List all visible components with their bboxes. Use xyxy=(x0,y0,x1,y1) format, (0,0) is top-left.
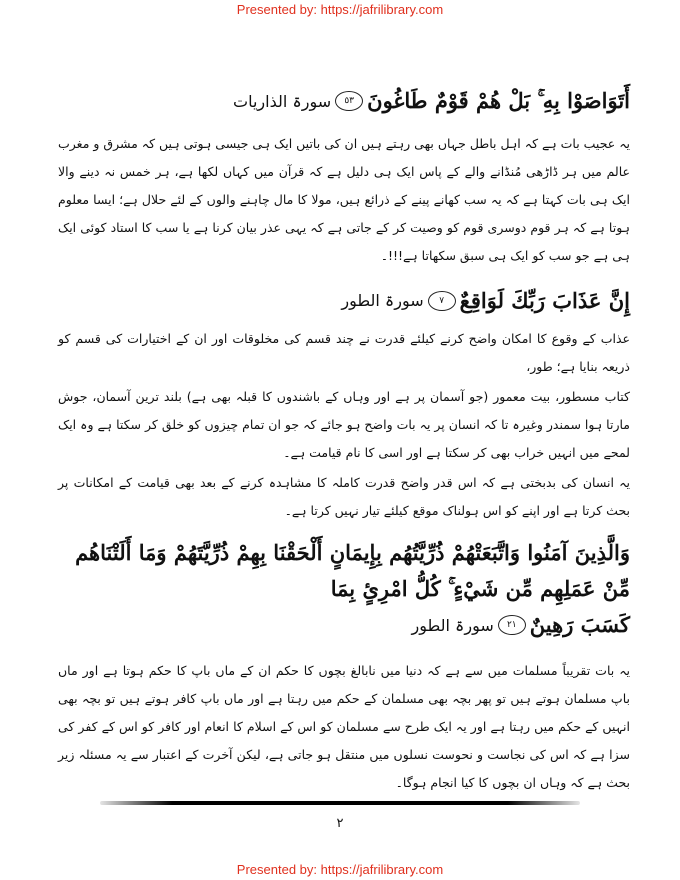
paragraph-5: یہ بات تقریباً مسلمات میں سے ہے کہ دنیا میں نابالغ بچوں کا حکم ان کے ماں باپ کا حکم ہوتا ہے اور ماں باپ مسلمان ہوتے ہیں تو پھر بچہ بھی مسلمان کے حکم میں رہتا ہے اور ماں باپ کافر ہوتے ہیں تو بچہ بھی انہیں کے حکم میں رہتا ہے اور یہ ایک طرح سے مسلمان کو اس کے اسلام کا انعام اور کافر کو اس کے کفر کی سزا ہے کہ اس کی نجاست و نحوست نسلوں میں منتقل ہو جاتی ہے، لیکن آخرت کے اعتبار سے یہ مسئلہ زیر بحث ہے کہ وہاں ان بچوں کا کیا انجام ہوگا۔ xyxy=(58,663,630,790)
paragraph-4: یہ انسان کی بدبختی ہے کہ اس قدر واضح قدرت کاملہ کا مشاہدہ کرنے کے بعد بھی قیامت کے امکانات پر بحث کرتا ہے اور اپنے کو اس ہولناک موقع کیلئے تیار نہیں کرتا ہے۔ xyxy=(58,475,630,518)
verse-arabic: إِنَّ عَذَابَ رَبِّكَ لَوَاقِعٌ xyxy=(459,288,630,313)
surah-name: سورۃ الذاریات xyxy=(233,91,332,111)
verse-arabic-line-1: وَالَّذِينَ آمَنُوا وَاتَّبَعَتْهُمْ ذُرِّيَّتُهُم بِإِيمَانٍ أَلْحَقْنَا بِهِمْ ذُرِّيَّتَهُمْ وَمَا أَلَتْنَاهُم مِّنْ عَمَلِهِم مِّن شَيْءٍ ۚ كُلُّ امْرِئٍ بِمَا xyxy=(75,540,630,601)
paragraph-1: یہ عجیب بات ہے کہ اہل باطل جہاں بھی رہتے ہیں ان کی باتیں ایک ہی جیسی ہوتی ہیں کہ مشرق و مغرب عالم میں ہر ڈاڑھی مُنڈانے والے کے پاس ایک ہی دلیل ہے کہ قرآن میں کہاں لکھا ہے، ہر خمس نہ دینے والا ایک ہی بات کہتا ہے کہ یہ سب کھانے پینے کے ذرائع ہیں، مولا کا مال چاہنے والوں کے لئے حلال ہے؛ ایسا معلوم ہوتا ہے کہ ہر قوم دوسری قوم کو وصیت کر کے جاتی ہے کہ یہی عذر بیان کرنا ہے یا سب کا استاد کوئی ایک ہی ہے جو سب کو ایک ہی سبق سکھاتا ہے!!!۔ xyxy=(58,136,630,263)
surah-name: سورۃ الطور xyxy=(411,615,494,635)
page-number: ۲ xyxy=(336,816,344,831)
verse-block-dhariyat xyxy=(58,88,630,114)
paragraph-3: کتاب مسطور، بیت معمور (جو آسمان پر ہے اور وہاں کے باشندوں کا قبلہ بھی ہے) بلند ترین آسمان، جوش مارتا ہوا سمندر وغیرہ تا کہ انسان پر یہ بات واضح ہو جائے کہ جو ان تمام چیزوں کو خلق کر سکتا ہے وہ ایک لمحے میں انہیں خراب بھی کر سکتا ہے اور اسی کا نام قیامت ہے۔ xyxy=(58,389,630,460)
page-content xyxy=(58,80,630,797)
paragraph-2: عذاب کے وقوع کا امکان واضح کرنے کیلئے قدرت نے چند قسم کی مخلوقات اور ان کے اختیارات کی قسم کو ذریعہ بنایا ہے؛ طور، xyxy=(58,331,630,374)
surah-name: سورۃ الطور xyxy=(341,291,424,310)
footer-divider xyxy=(100,801,580,805)
footer-banner[interactable]: Presented by: https://jafrilibrary.com xyxy=(236,862,444,877)
ayah-number-marker: ٢١ xyxy=(498,615,526,635)
header-banner[interactable]: Presented by: https://jafrilibrary.com xyxy=(236,2,444,17)
verse-block-tur-7 xyxy=(58,288,630,313)
ayah-number-marker: ٧ xyxy=(428,291,456,311)
ayah-number-marker: ٥٣ xyxy=(335,91,363,111)
verse-arabic-line-2: كَسَبَ رَهِينٌ xyxy=(529,612,630,637)
verse-arabic: أَتَوَاصَوْا بِهِ ۚ بَلْ هُمْ قَوْمٌ طَاغُونَ xyxy=(367,88,630,113)
verse-block-tur-21 xyxy=(58,535,630,643)
